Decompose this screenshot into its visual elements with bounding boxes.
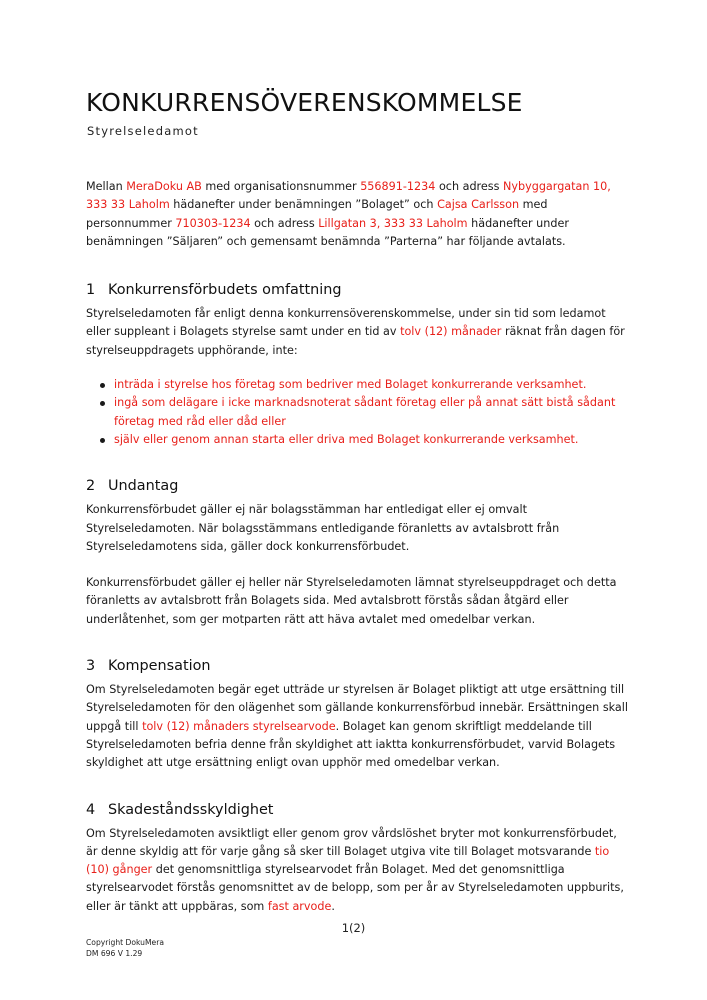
section-title: Konkurrensförbudets omfattning — [108, 282, 342, 299]
copyright-text: Copyright DokuMera — [86, 938, 164, 947]
intro-text: med organisationsnummer — [201, 180, 361, 193]
person-name: Cajsa Carlsson — [437, 198, 520, 212]
section-paragraph — [86, 681, 631, 772]
list-item: ingå som delägare i icke marknadsnoterat sådant företag eller på annat sätt bistå sådant företag med råd eller dåd eller — [114, 394, 631, 431]
list-item: själv eller genom annan starta eller driva med Bolaget konkurrerande verksamhet. — [114, 431, 631, 449]
section-heading — [86, 799, 631, 821]
section-number: 1 — [86, 282, 96, 299]
section-number: 4 — [86, 801, 96, 818]
section-1 — [86, 279, 631, 449]
section-number: 3 — [86, 658, 96, 675]
paragraph-text: Styrelseledamoten får enligt denna konkurrensöverenskommelse, under sin tid som ledamot eller suppleant i Bolagets styrelse samt under en tid av — [86, 307, 606, 339]
paragraph-text: . — [331, 899, 335, 913]
document-version: DM 696 V 1.29 — [86, 949, 143, 958]
company-name: MeraDoku AB — [126, 180, 202, 193]
document-body — [86, 178, 631, 942]
section-heading — [86, 279, 631, 301]
paragraph-text: Om Styrelseledamoten avsiktligt eller genom grov vårdslöshet bryter mot konkurrensförbudet, är denne skyldig att för varje gång så sker till Bolaget utgiva vite till Bolaget motsvarande — [86, 826, 617, 858]
person-address: Lillgatan 3, 333 33 Laholm — [318, 216, 468, 230]
section-paragraph — [86, 305, 631, 360]
paragraph-text: det genomsnittliga styrelsearvodet från Bolaget. Med det genomsnittliga styrelsearvodet förstås genomsnittet av de belopp, som per år av Styrelseledamoten uppburits, eller är tänkt att uppbäras, som — [86, 863, 624, 913]
org-number: 556891-1234 — [360, 180, 436, 193]
section-paragraph: Konkurrensförbudet gäller ej heller när Styrelseledamoten lämnat styrelseuppdraget och detta föranletts av avtalsbrott från Bolagets sida. Med avtalsbrott förstås sådan åtgärd eller underlåtenhet, som ger motparten rätt att häva avtalet med omedelbar verkan. — [86, 576, 617, 626]
paragraph-text: Om Styrelseledamoten begär eget utträde ur styrelsen är Bolaget pliktigt att utge ersättning till Styrelseledamoten för den olägenhet som gällande konkurrensförbud innebär. Ersättningen skall uppgå till — [86, 683, 629, 733]
intro-text: och adress — [435, 180, 504, 193]
document-subtitle: Styrelseledamot — [87, 124, 199, 138]
footer — [86, 937, 164, 959]
intro-text: och adress — [250, 216, 319, 230]
paragraph-text: . Bolaget kan genom skriftligt meddelande till Styrelseledamoten befria denne från skyldighet att iaktta konkurrensförbudet, varvid Bolagets skyldighet att utge ersättning enligt ovan upphör med omedelbar verkan. — [86, 719, 616, 770]
page-number: 1(2) — [341, 921, 366, 935]
highlight-penalty: tio (10) gånger — [86, 844, 610, 877]
intro-text: hädanefter under benämningen ”Säljaren” och gemensamt benämnda ”Parterna” har följande avtalats. — [86, 216, 569, 248]
restriction-list — [86, 376, 631, 449]
highlight-period: tolv (12) månader — [400, 325, 502, 339]
highlight-compensation: tolv (12) månaders styrelsearvode — [142, 719, 336, 733]
section-3 — [86, 655, 631, 772]
section-title: Undantag — [108, 478, 179, 495]
intro-paragraph — [86, 178, 631, 251]
paragraph-text: räknat från dagen för styrelseuppdragets upphörande, inte: — [86, 325, 625, 357]
company-address: Nybyggargatan 10, 333 33 Laholm — [86, 180, 611, 212]
section-title: Skadeståndsskyldighet — [108, 801, 274, 818]
highlight-fee: fast arvode — [267, 899, 332, 913]
section-heading — [86, 655, 631, 677]
section-heading — [86, 475, 631, 497]
intro-text: Mellan — [86, 180, 127, 193]
document-title: KONKURRENSÖVERENSKOMMELSE — [86, 88, 523, 117]
section-paragraph — [86, 825, 631, 916]
list-item: inträda i styrelse hos företag som bedriver med Bolaget konkurrerande verksamhet. — [114, 376, 631, 394]
section-2 — [86, 475, 631, 629]
section-number: 2 — [86, 478, 96, 495]
person-number: 710303-1234 — [175, 216, 251, 230]
intro-text: med personnummer — [86, 198, 548, 230]
section-4 — [86, 799, 631, 916]
section-paragraph: Konkurrensförbudet gäller ej när bolagsstämman har entledigat eller ej omvalt Styrelseledamoten. När bolagsstämmans entledigande föranletts av avtalsbrott från Styrelseledamotens sida, gäller dock konkurrensförbudet. — [86, 503, 560, 553]
intro-text: hädanefter under benämningen ”Bolaget” och — [169, 198, 438, 212]
section-title: Kompensation — [108, 658, 211, 675]
